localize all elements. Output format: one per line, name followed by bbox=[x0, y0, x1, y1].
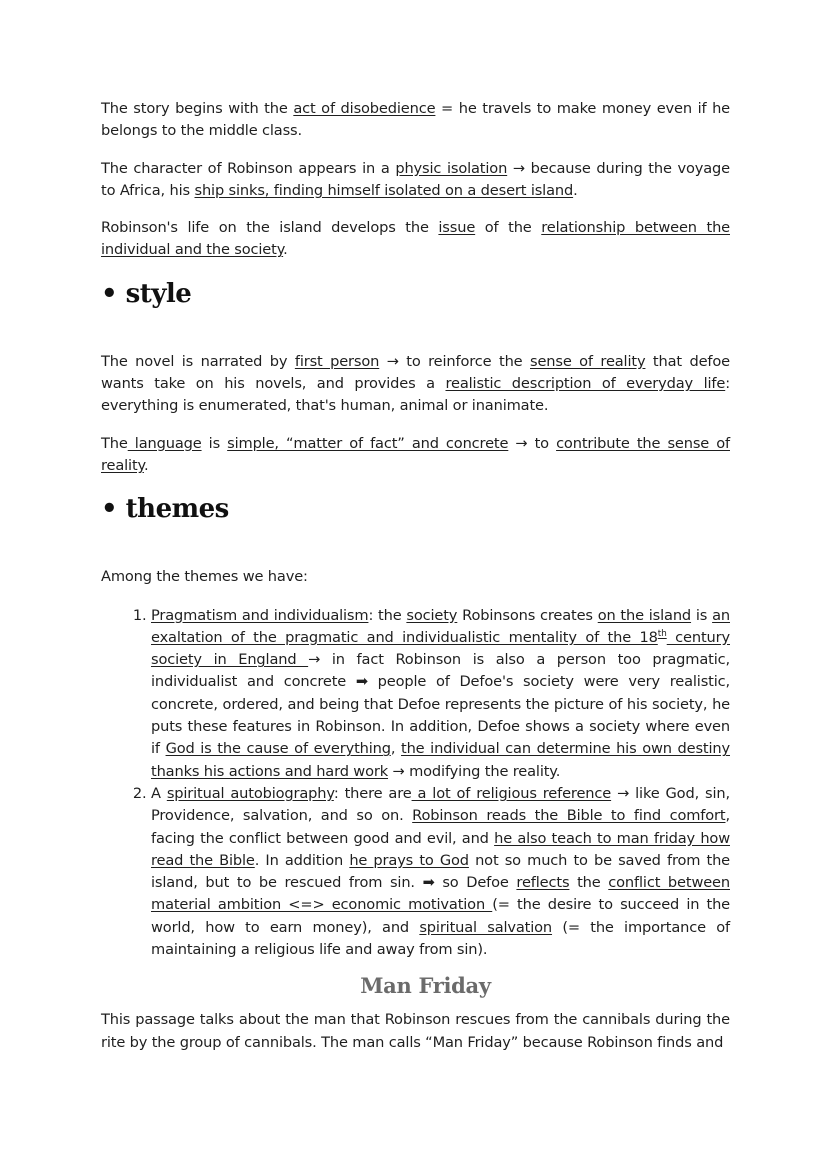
themes-list bbox=[101, 605, 730, 962]
theme-item-spiritual: 2. A spiritual autobiography: there are a lot of religious reference → like God, sin, Providence, salvation, and so on. Robinson reads the Bible to find comfort, facing the conflict between good and evil, and he also teach to man friday how read the Bible. In addition he prays to God not so much to be saved from the island, but to be rescued from sin. ➡ so Defoe reflects the conflict between material ambition <=> economic motivation (= the desire to succeed in the world, how to earn money), and spiritual salvation (= the importance of maintaining a religious life and away from sin). bbox=[151, 783, 730, 961]
intro-paragraph-1: The story begins with the act of disobedience = he travels to make money even if he belongs to the middle class. bbox=[101, 100, 731, 140]
intro-paragraph-2: The character of Robinson appears in a physic isolation → because during the voyage to Africa, his ship sinks, finding himself isolated on a desert island. bbox=[101, 159, 731, 199]
style-heading: • style bbox=[101, 278, 192, 309]
man-friday-heading: Man Friday bbox=[360, 973, 491, 999]
man-friday-paragraph: This passage talks about the man that Robinson rescues from the cannibals during the rite by the group of cannibals. The man calls “Man Friday” because Robinson finds and bbox=[101, 1011, 730, 1051]
intro-paragraph-3: Robinson's life on the island develops the issue of the relationship between the individual and the society. bbox=[101, 219, 730, 259]
style-paragraph-1: The novel is narrated by first person → to reinforce the sense of reality that defoe wants take on his novels, and provides a realistic description of everyday life: everything is enumerated, that's human, animal or inanimate. bbox=[101, 352, 730, 415]
themes-intro: Among the themes we have: bbox=[101, 568, 308, 586]
themes-heading: • themes bbox=[101, 494, 229, 525]
theme-item-pragmatism: 1. Pragmatism and individualism: the society Robinsons creates on the island is an exaltation of the pragmatic and individualistic mentality of the 18th century society in England → in fact Robinson is also a person too pragmatic, individualist and concrete ➡ people of Defoe's society were very realistic, concrete, ordered, and being that Defoe represents the picture of his society, he puts these features in Robinson. In addition, Defoe shows a society where even if God is the cause of everything, the individual can determine his own destiny thanks his actions and hard work → modifying the reality. bbox=[151, 605, 730, 783]
document-page bbox=[101, 98, 730, 1069]
style-paragraph-2: The language is simple, “matter of fact” and concrete → to contribute the sense of reality. bbox=[101, 434, 730, 474]
